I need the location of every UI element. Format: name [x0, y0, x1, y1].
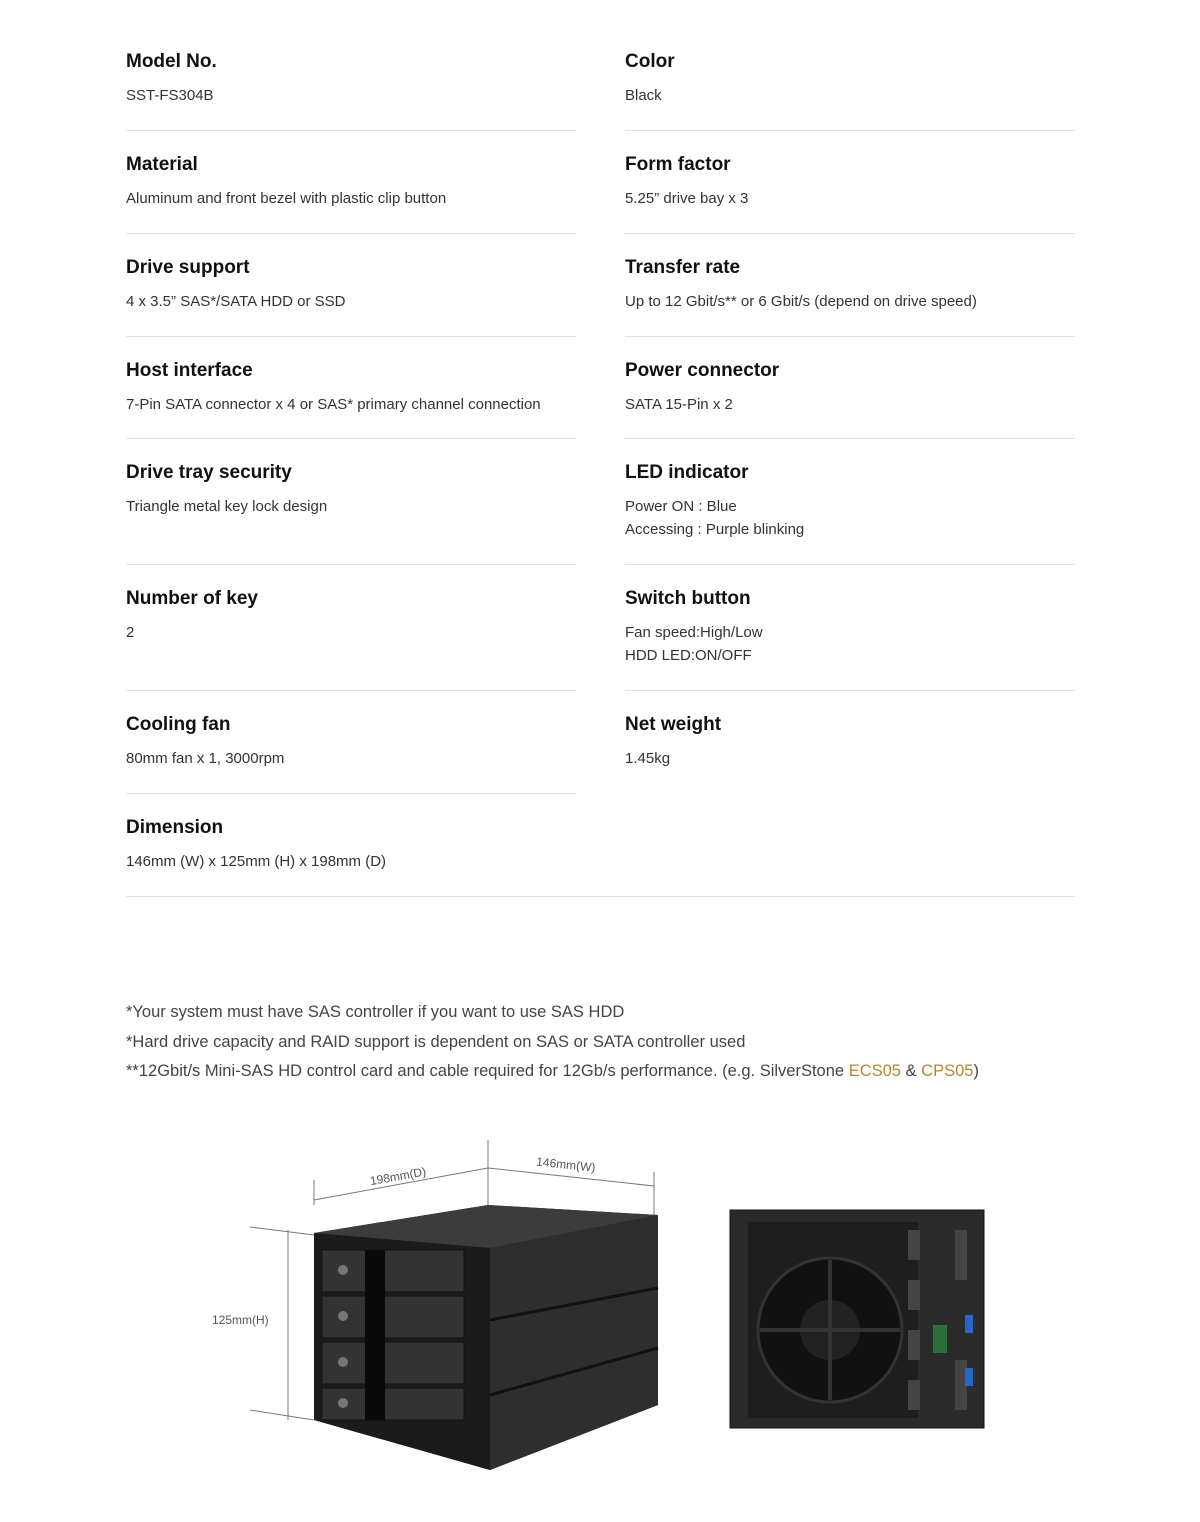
- cps05-link[interactable]: CPS05: [921, 1062, 974, 1080]
- spec-label: Color: [625, 51, 675, 72]
- spec-power-connector: [625, 337, 1075, 439]
- spec-value: Fan speed:High/Low HDD LED:ON/OFF: [625, 624, 763, 664]
- spec-material: [126, 131, 576, 234]
- spec-row: [126, 337, 1075, 439]
- drive-cage-front-view: [314, 1205, 658, 1470]
- spec-value: Power ON : Blue Accessing : Purple blinking: [625, 498, 805, 538]
- spec-label: Drive support: [126, 257, 250, 278]
- spec-value: 80mm fan x 1, 3000rpm: [126, 750, 285, 767]
- spec-form-factor: [625, 131, 1075, 234]
- spec-value: SST-FS304B: [126, 87, 214, 104]
- spec-label: Material: [126, 154, 198, 175]
- footnote-close: ): [973, 1062, 979, 1080]
- footnotes: [126, 998, 979, 1087]
- spec-label: Form factor: [625, 154, 731, 175]
- footnote-text: **12Gbit/s Mini-SAS HD control card and cable required for 12Gb/s performance. (e.g. SilverStone: [126, 1062, 849, 1080]
- spec-label: LED indicator: [625, 462, 749, 483]
- footnote-12gbps: [126, 1057, 979, 1087]
- spec-row: [126, 439, 1075, 565]
- spec-net-weight: [625, 691, 1075, 794]
- spec-number-of-key: [126, 565, 576, 691]
- spec-value: Aluminum and front bezel with plastic clip button: [126, 190, 447, 207]
- spec-led-indicator: [625, 439, 1075, 565]
- spec-row: [126, 565, 1075, 691]
- spec-label: Net weight: [625, 714, 722, 735]
- spec-label: Number of key: [126, 588, 258, 609]
- spec-host-interface: [126, 337, 576, 439]
- product-illustrations: [200, 1130, 1000, 1490]
- depth-label: 198mm(D): [368, 1164, 428, 1189]
- spec-label: Power connector: [625, 360, 780, 381]
- product-images: [200, 1130, 1000, 1490]
- spec-label: Transfer rate: [625, 257, 741, 278]
- spec-label: Host interface: [126, 360, 253, 381]
- spec-cooling-fan: [126, 691, 576, 794]
- spec-drive-support: [126, 234, 576, 337]
- spec-switch-button: [625, 565, 1075, 691]
- ecs05-link[interactable]: ECS05: [848, 1062, 901, 1080]
- drive-cage-rear-view: [730, 1210, 984, 1428]
- spec-value: Up to 12 Gbit/s** or 6 Gbit/s (depend on drive speed): [625, 293, 977, 310]
- spec-label: Drive tray security: [126, 462, 292, 483]
- footnote-capacity: *Hard drive capacity and RAID support is dependent on SAS or SATA controller used: [126, 1032, 746, 1051]
- spec-row: [126, 234, 1075, 337]
- spec-label: Dimension: [126, 817, 224, 838]
- spec-transfer-rate: [625, 234, 1075, 337]
- spec-label: Cooling fan: [126, 714, 231, 735]
- spec-value: Triangle metal key lock design: [126, 498, 328, 515]
- spec-value: 5.25” drive bay x 3: [625, 190, 749, 207]
- ampersand: &: [900, 1062, 922, 1080]
- spec-row: [126, 691, 1075, 794]
- spec-value: 1.45kg: [625, 750, 671, 767]
- spec-value: SATA 15-Pin x 2: [625, 396, 733, 413]
- spec-table: [126, 0, 1075, 897]
- spec-value: 2: [126, 624, 135, 641]
- spec-model: [126, 0, 576, 131]
- width-label: 146mm(W): [535, 1154, 597, 1175]
- spec-label: Model No.: [126, 51, 217, 72]
- height-label: 125mm(H): [212, 1313, 269, 1327]
- footnote-sas: *Your system must have SAS controller if you want to use SAS HDD: [126, 1003, 625, 1021]
- spec-color: [625, 0, 1075, 131]
- spec-row: [126, 0, 1075, 131]
- spec-dimension: [126, 794, 1075, 897]
- spec-value: 146mm (W) x 125mm (H) x 198mm (D): [126, 853, 387, 870]
- spec-value: 7-Pin SATA connector x 4 or SAS* primary channel connection: [126, 396, 541, 413]
- spec-tray-security: [126, 439, 576, 565]
- spec-row: [126, 131, 1075, 234]
- spec-label: Switch button: [625, 588, 751, 609]
- spec-value: 4 x 3.5” SAS*/SATA HDD or SSD: [126, 293, 346, 310]
- spec-value: Black: [625, 87, 662, 104]
